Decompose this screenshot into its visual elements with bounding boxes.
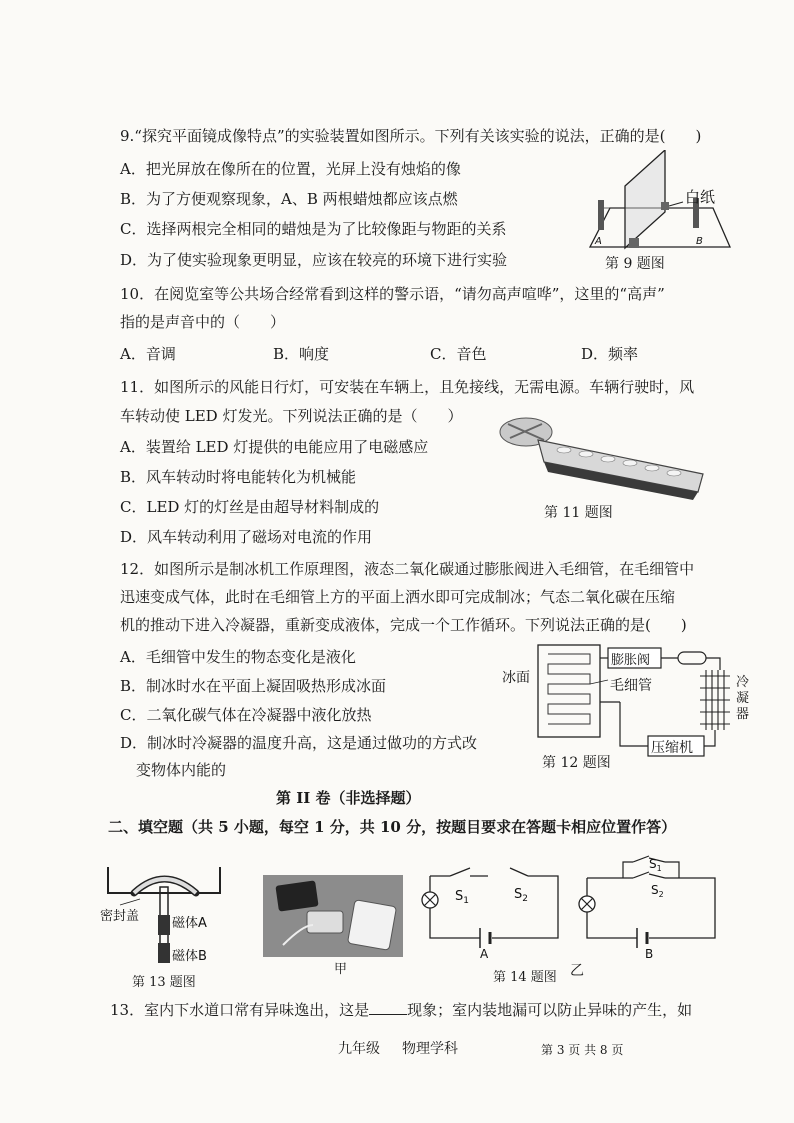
q14-a-s1-label: $S_1$ bbox=[455, 889, 469, 906]
footer-subject: 物理学科 bbox=[402, 1041, 458, 1057]
section2-heading: 二、填空题（共 5 小题，每空 1 分，共 10 分，按题目要求在答题卡相应位置作答） bbox=[108, 818, 677, 836]
q13-stem-part2: 现象；室内装地漏可以防止异味的产生，如 bbox=[407, 1001, 693, 1019]
q12-valve-label: 膨胀阀 bbox=[611, 653, 651, 668]
q13-magnet-a-label: 磁体A bbox=[172, 916, 207, 931]
part2-title: 第 II 卷（非选择题） bbox=[276, 789, 421, 807]
q12-ice-machine-diagram bbox=[500, 640, 760, 760]
q9-stem: 9.“探究平面镜成像特点”的实验装置如图所示。下列有关该实验的说法，正确的是( ) bbox=[120, 127, 702, 145]
q14-b-s1-label: $S_1$ bbox=[649, 857, 662, 873]
q14-label-yi: 乙 bbox=[570, 963, 584, 979]
footer-grade: 九年级 bbox=[338, 1041, 380, 1057]
q13-magnet-b-label: 磁体B bbox=[172, 949, 207, 964]
q13-answer-blank bbox=[369, 1000, 407, 1015]
q12-option-c: C．二氧化碳气体在冷凝器中液化放热 bbox=[120, 706, 372, 724]
q13-caption: 第 13 题图 bbox=[132, 975, 196, 990]
q13-seal-label: 密封盖 bbox=[100, 909, 140, 924]
q9-option-b: B．为了方便观察现象，A、B 两根蜡烛都应该点燃 bbox=[120, 190, 458, 208]
q10-stem-line2: 指的是声音中的（ ） bbox=[120, 313, 286, 331]
q14-battery-b-label: B bbox=[645, 947, 654, 960]
q10-option-b: B．响度 bbox=[273, 345, 330, 363]
q11-option-b: B．风车转动时将电能转化为机械能 bbox=[120, 468, 357, 486]
q13-stem-part1: 13．室内下水道口常有异味逸出，这是 bbox=[110, 1001, 370, 1019]
q9-paper-label: 白纸 bbox=[685, 188, 716, 206]
q12-capillary-label: 毛细管 bbox=[610, 678, 652, 694]
q10-stem-line1: 10．在阅览室等公共场合经常看到这样的警示语，“请勿高声喧哗”，这里的“高声” bbox=[120, 285, 665, 303]
q11-stem-line1: 11．如图所示的风能日行灯，可安装在车辆上，且免接线，无需电源。车辆行驶时，风 bbox=[120, 378, 695, 396]
q14-a-s2-label: $S_2$ bbox=[514, 887, 528, 904]
q10-option-c: C．音色 bbox=[430, 345, 487, 363]
q11-option-d: D．风车转动利用了磁场对电流的作用 bbox=[120, 528, 373, 546]
q14-circuit-b bbox=[575, 848, 725, 960]
q12-condenser-label: 冷凝器 bbox=[736, 675, 750, 722]
q13-magnet-figure bbox=[100, 865, 230, 973]
q14-battery-a-label: A bbox=[480, 947, 489, 958]
q11-option-a: A．装置给 LED 灯提供的电能应用了电磁感应 bbox=[120, 438, 429, 456]
footer-page-number: 第 3 页 共 8 页 bbox=[541, 1043, 624, 1057]
q11-stem-line2: 车转动使 LED 灯发光。下列说法正确的是（ ） bbox=[120, 407, 463, 425]
q14-b-s2-label: $S_2$ bbox=[651, 883, 664, 899]
q13-stem bbox=[110, 1000, 692, 1020]
q12-option-b: B．制冰时水在平面上凝固吸热形成冰面 bbox=[120, 677, 387, 695]
q9-mirror-figure bbox=[565, 150, 740, 260]
q9-option-d: D．为了使实验现象更明显，应该在较亮的环境下进行实验 bbox=[120, 251, 508, 269]
q11-led-lamp-image bbox=[498, 410, 708, 502]
q12-option-d-continued: 变物体内能的 bbox=[136, 761, 227, 779]
q11-caption: 第 11 题图 bbox=[544, 505, 613, 521]
q12-stem-line3: 机的推动下进入冷凝器，重新变成液体，完成一个工作循环。下列说法正确的是( ) bbox=[120, 616, 687, 634]
q12-caption: 第 12 题图 bbox=[542, 755, 611, 771]
q12-stem-line2: 迅速变成气体，此时在毛细管上方的平面上洒水即可完成制冰；气态二氧化碳在压缩 bbox=[120, 588, 676, 606]
q12-compressor-label: 压缩机 bbox=[651, 740, 693, 756]
q12-stem-line1: 12．如图所示是制冰机工作原理图，液态二氧化碳通过膨胀阀进入毛细管，在毛细管中 bbox=[120, 560, 695, 578]
q14-caption: 第 14 题图 bbox=[493, 970, 557, 985]
q14-circuit-a bbox=[418, 858, 568, 958]
q9-option-a: A．把光屏放在像所在的位置，光屏上没有烛焰的像 bbox=[120, 160, 461, 178]
q12-option-d: D．制冰时冷凝器的温度升高，这是通过做功的方式改 bbox=[120, 734, 478, 752]
q14-photo-label: 甲 bbox=[334, 962, 348, 977]
q10-option-a: A．音调 bbox=[120, 345, 176, 363]
q14-photo-image bbox=[263, 875, 403, 957]
q12-ice-label: 冰面 bbox=[502, 670, 530, 686]
q9-caption: 第 9 题图 bbox=[605, 256, 665, 272]
q10-option-d: D．频率 bbox=[581, 345, 639, 363]
q9-label-a: A bbox=[595, 236, 602, 247]
q9-label-b: B bbox=[696, 236, 703, 247]
q9-option-c: C．选择两根完全相同的蜡烛是为了比较像距与物距的关系 bbox=[120, 220, 507, 238]
q11-option-c: C．LED 灯的灯丝是由超导材料制成的 bbox=[120, 498, 380, 516]
q12-option-a: A．毛细管中发生的物态变化是液化 bbox=[120, 648, 356, 666]
